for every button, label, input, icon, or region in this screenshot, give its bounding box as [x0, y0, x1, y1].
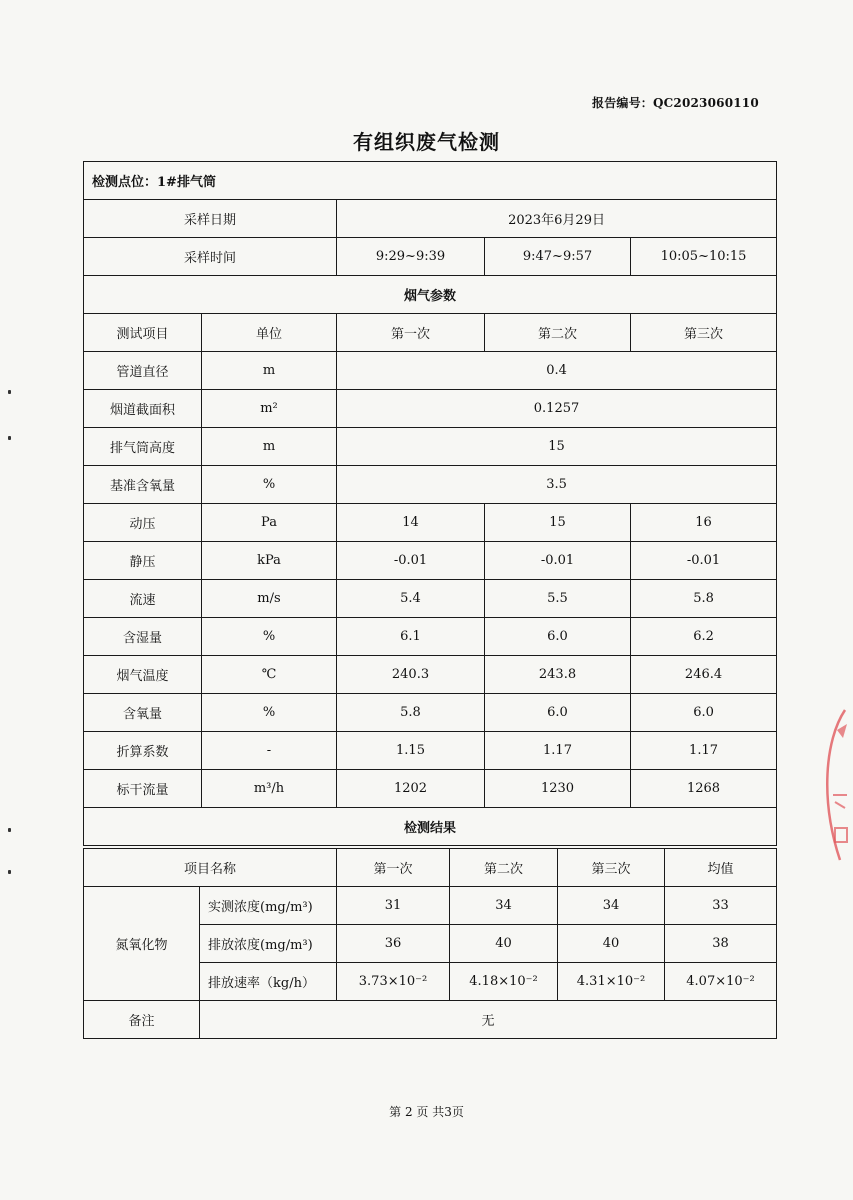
remark-value: 无: [200, 1001, 777, 1039]
row-item: 基准含氧量: [84, 466, 202, 504]
row-unit: m³/h: [202, 770, 337, 808]
row-value: 34: [450, 887, 558, 925]
row-item: 烟气温度: [84, 656, 202, 694]
row-value: 246.4: [631, 656, 777, 694]
results-header-row: [84, 849, 777, 887]
sampling-time-3: 10:05~10:15: [631, 238, 777, 276]
sampling-time-1: 9:29~9:39: [337, 238, 485, 276]
header-cell: 第三次: [631, 314, 777, 352]
results-table: [83, 848, 777, 1039]
header-cell: 第二次: [485, 314, 631, 352]
row-value: 40: [450, 925, 558, 963]
table-row: [84, 428, 777, 466]
row-item: 烟道截面积: [84, 390, 202, 428]
row-value: 5.8: [337, 694, 485, 732]
row-value: 1268: [631, 770, 777, 808]
row-unit: ℃: [202, 656, 337, 694]
row-value: 4.07×10⁻²: [665, 963, 777, 1001]
punch-hole-mark: [8, 828, 11, 832]
row-unit: -: [202, 732, 337, 770]
row-unit: Pa: [202, 504, 337, 542]
flue-gas-header-row: [84, 314, 777, 352]
header-cell: 第一次: [337, 849, 450, 887]
row-value: -0.01: [485, 542, 631, 580]
table-row: [84, 656, 777, 694]
row-value: 31: [337, 887, 450, 925]
page-title: 有组织废气检测: [353, 130, 500, 154]
row-value: 1.17: [631, 732, 777, 770]
pollutant-name: 氮氧化物: [84, 887, 200, 1001]
table-row: [84, 504, 777, 542]
row-item: 标干流量: [84, 770, 202, 808]
flue-gas-table: [83, 161, 777, 846]
row-value: 243.8: [485, 656, 631, 694]
row-value: 240.3: [337, 656, 485, 694]
row-value: 6.0: [631, 694, 777, 732]
row-unit: %: [202, 618, 337, 656]
table-row: [84, 694, 777, 732]
row-value: 36: [337, 925, 450, 963]
row-item: 静压: [84, 542, 202, 580]
table-row: [84, 887, 777, 925]
report-number: 报告编号：QC2023060110: [592, 96, 759, 110]
header-cell: 第一次: [337, 314, 485, 352]
sampling-time-2: 9:47~9:57: [485, 238, 631, 276]
row-label: 排放浓度(mg/m³): [200, 925, 337, 963]
header-cell: 第三次: [558, 849, 665, 887]
seal-stamp: [815, 700, 853, 870]
row-value: 3.5: [337, 466, 777, 504]
punch-hole-mark: [8, 870, 11, 874]
table-row: [84, 542, 777, 580]
row-value: -0.01: [337, 542, 485, 580]
row-value: 1.15: [337, 732, 485, 770]
row-value: 15: [485, 504, 631, 542]
row-value: 4.18×10⁻²: [450, 963, 558, 1001]
remark-label: 备注: [84, 1001, 200, 1039]
row-label: 排放速率（kg/h）: [200, 963, 337, 1001]
row-value: 5.4: [337, 580, 485, 618]
row-item: 动压: [84, 504, 202, 542]
row-item: 排气筒高度: [84, 428, 202, 466]
seal-stamp-icon: [815, 700, 853, 870]
row-value: 14: [337, 504, 485, 542]
location-label: 检测点位：1#排气筒: [84, 162, 777, 200]
table-row: [84, 618, 777, 656]
row-value: 4.31×10⁻²: [558, 963, 665, 1001]
row-value: -0.01: [631, 542, 777, 580]
row-value: 1202: [337, 770, 485, 808]
sampling-date: 2023年6月29日: [337, 200, 777, 238]
table-row: [84, 466, 777, 504]
header-cell: 项目名称: [84, 849, 337, 887]
row-item: 折算系数: [84, 732, 202, 770]
row-value: 38: [665, 925, 777, 963]
row-item: 含湿量: [84, 618, 202, 656]
header-cell: 第二次: [450, 849, 558, 887]
row-value: 34: [558, 887, 665, 925]
row-item: 含氧量: [84, 694, 202, 732]
punch-hole-mark: [8, 436, 11, 440]
row-value: 3.73×10⁻²: [337, 963, 450, 1001]
row-value: 15: [337, 428, 777, 466]
row-unit: m²: [202, 390, 337, 428]
row-unit: m: [202, 352, 337, 390]
header-cell: 均值: [665, 849, 777, 887]
row-value: 40: [558, 925, 665, 963]
page-number: 第 2 页 共3页: [389, 1105, 464, 1119]
row-unit: m: [202, 428, 337, 466]
header-cell: 单位: [202, 314, 337, 352]
row-value: 5.5: [485, 580, 631, 618]
row-label: 实测浓度(mg/m³): [200, 887, 337, 925]
row-unit: m/s: [202, 580, 337, 618]
row-value: 6.2: [631, 618, 777, 656]
punch-hole-mark: [8, 390, 11, 394]
row-value: 33: [665, 887, 777, 925]
results-section-title: 检测结果: [84, 808, 777, 846]
table-row: [84, 390, 777, 428]
sampling-time-label: 采样时间: [84, 238, 337, 276]
header-cell: 测试项目: [84, 314, 202, 352]
row-value: 16: [631, 504, 777, 542]
row-value: 5.8: [631, 580, 777, 618]
row-value: 6.1: [337, 618, 485, 656]
table-row: [84, 732, 777, 770]
row-unit: kPa: [202, 542, 337, 580]
row-value: 1230: [485, 770, 631, 808]
row-value: 1.17: [485, 732, 631, 770]
row-item: 管道直径: [84, 352, 202, 390]
flue-gas-section-title: 烟气参数: [84, 276, 777, 314]
remark-row: [84, 1001, 777, 1039]
row-value: 0.4: [337, 352, 777, 390]
row-value: 0.1257: [337, 390, 777, 428]
row-item: 流速: [84, 580, 202, 618]
row-value: 6.0: [485, 618, 631, 656]
sampling-date-label: 采样日期: [84, 200, 337, 238]
table-row: [84, 352, 777, 390]
table-row: [84, 580, 777, 618]
row-unit: %: [202, 694, 337, 732]
row-value: 6.0: [485, 694, 631, 732]
table-row: [84, 770, 777, 808]
row-unit: %: [202, 466, 337, 504]
